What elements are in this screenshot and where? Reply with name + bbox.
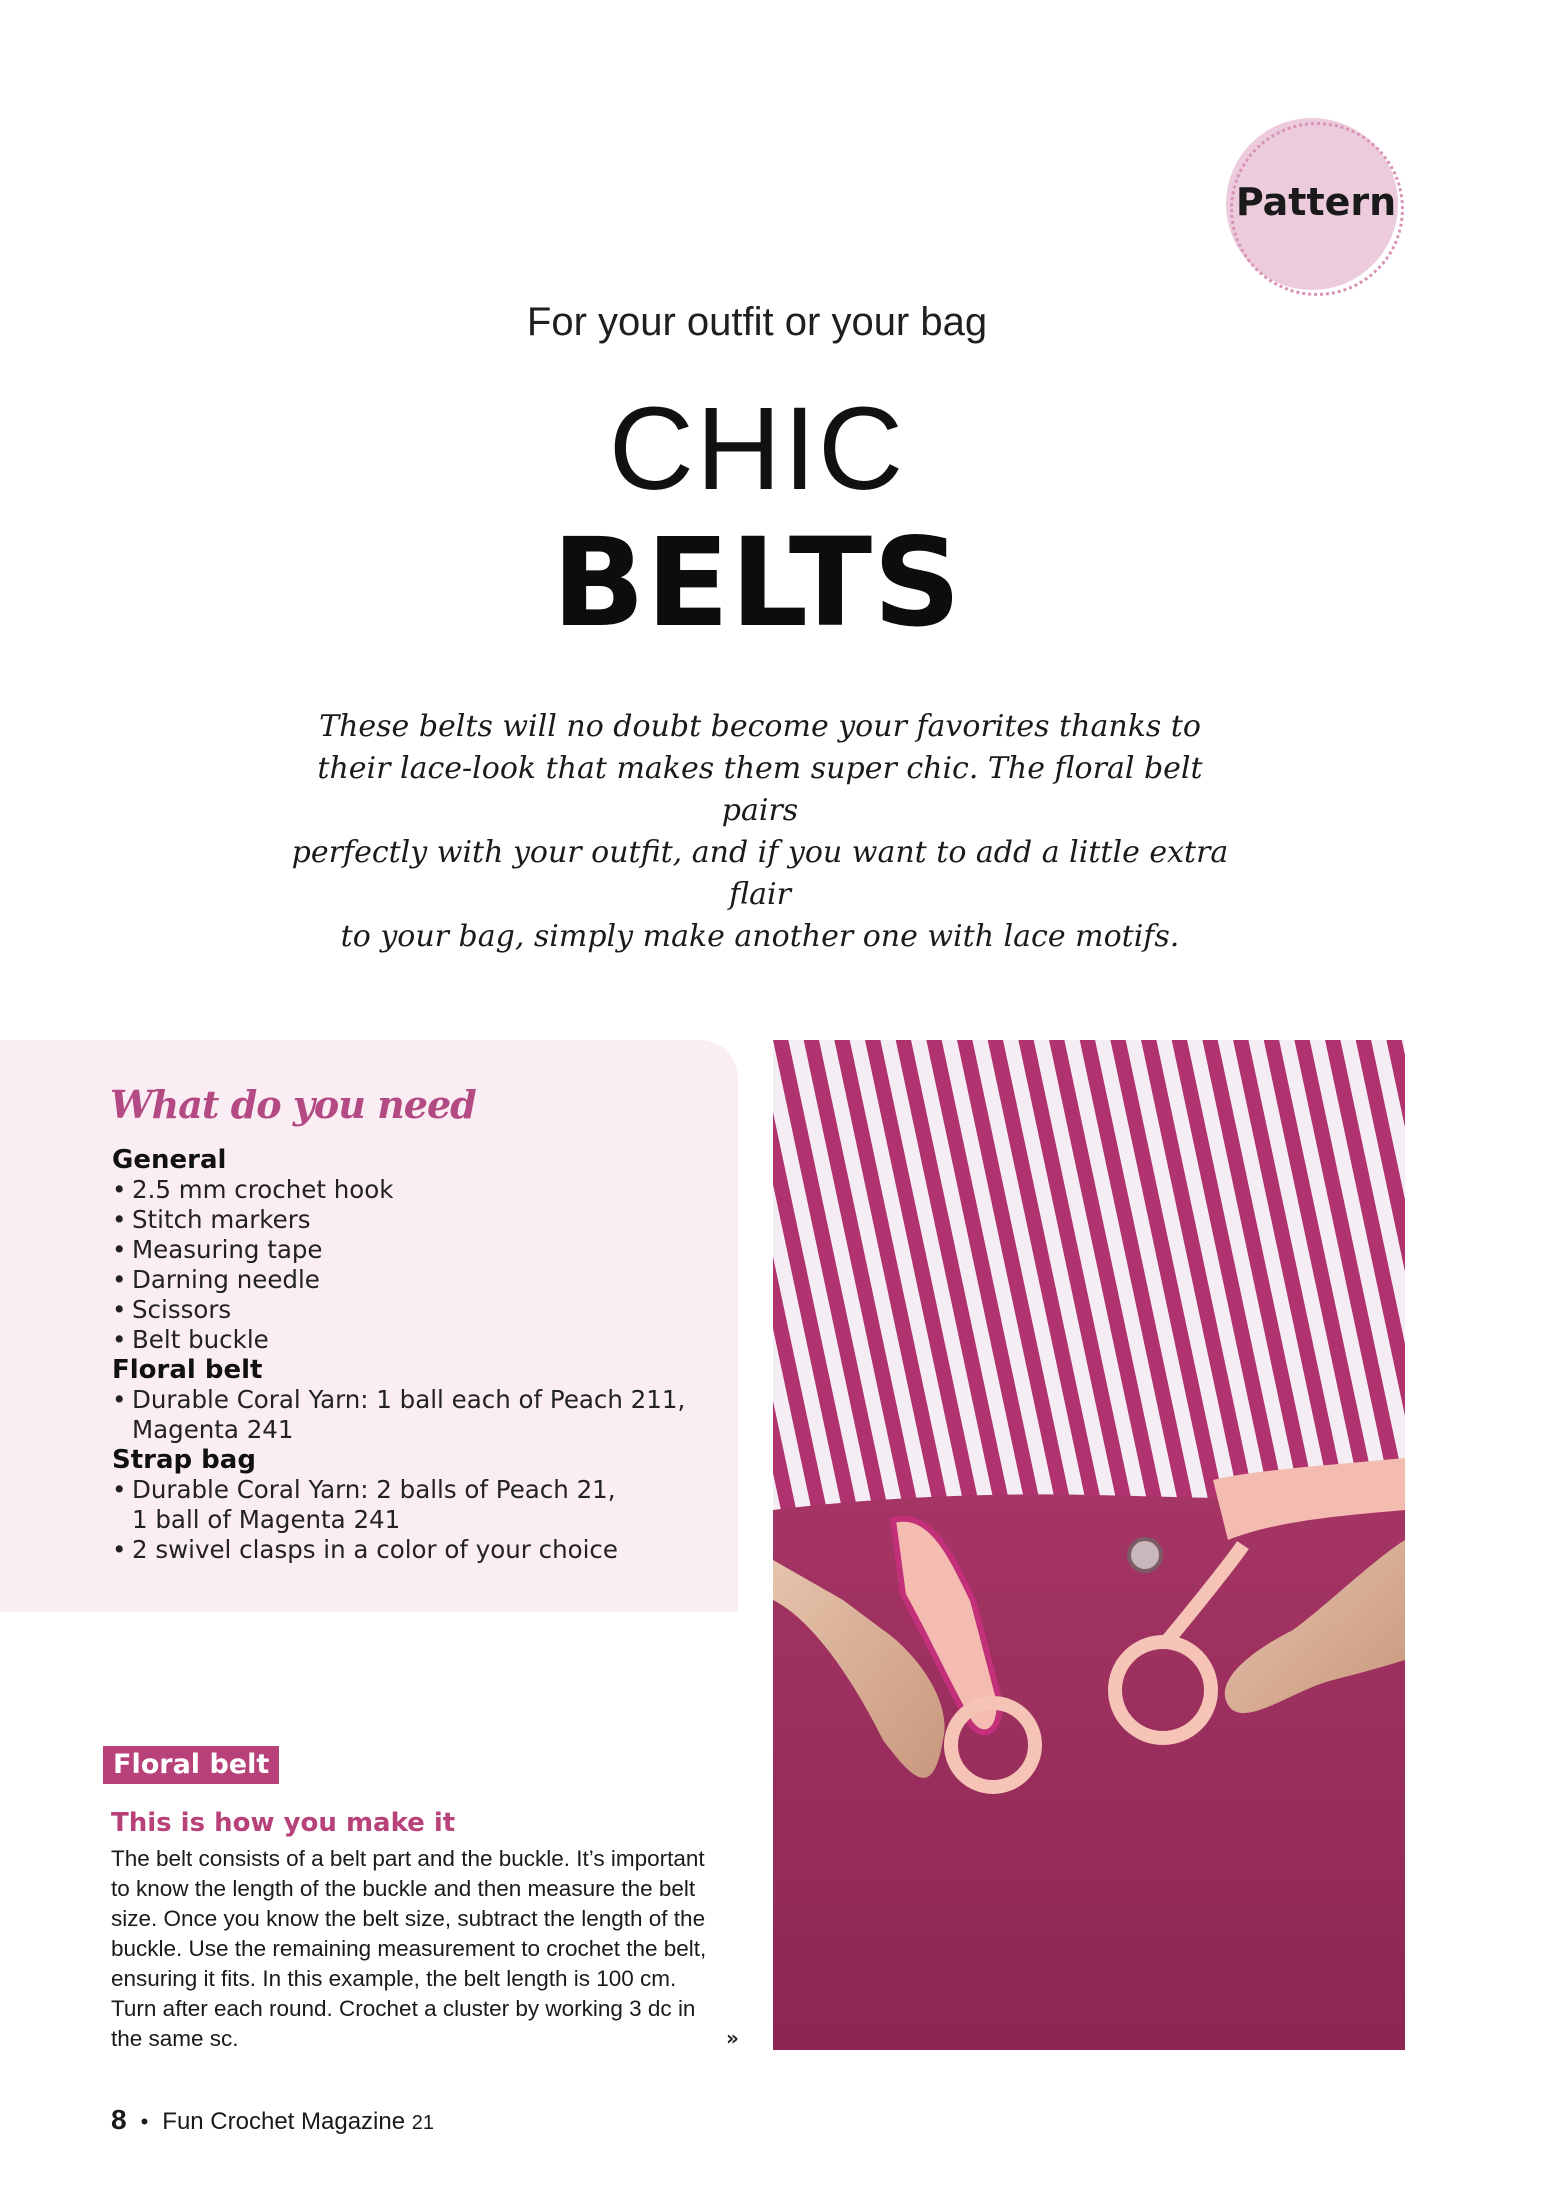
footer-bullet: • (140, 2109, 149, 2134)
body-line: The belt consists of a belt part and the buckle. It’s important (111, 1846, 705, 1871)
group-heading: General (112, 1145, 227, 1175)
body-line: to know the length of the buckle and then measure the belt (111, 1876, 696, 1901)
body-line: size. Once you know the belt size, subtract the length of the (111, 1906, 706, 1931)
instructions-body (111, 1844, 741, 2054)
list-item-continuation: Magenta 241 (132, 1415, 294, 1444)
list-item: • 2.5 mm crochet hook (112, 1175, 732, 1205)
section-tag: Floral belt (103, 1746, 279, 1784)
group-heading: Floral belt (112, 1355, 263, 1385)
intro-paragraph (280, 706, 1240, 958)
page-footer (111, 2104, 434, 2136)
list-item: • Stitch markers (112, 1205, 732, 1235)
title-line-2: BELTS (552, 512, 962, 654)
materials-list (112, 1145, 732, 1565)
pattern-badge (1226, 118, 1398, 290)
page-number: 8 (111, 2104, 127, 2135)
issue-number: 21 (411, 2112, 434, 2134)
list-item: • Darning needle (112, 1265, 732, 1295)
list-item: • Durable Coral Yarn: 2 balls of Peach 21, (112, 1475, 732, 1505)
list-item: • 2 swivel clasps in a color of your choice (112, 1535, 732, 1565)
intro-line: These belts will no doubt become your favorites thanks to (319, 709, 1201, 744)
intro-line: perfectly with your outfit, and if you want to add a little extra flair (291, 835, 1229, 912)
list-item: • Measuring tape (112, 1235, 732, 1265)
list-item: • Scissors (112, 1295, 732, 1325)
body-line: buckle. Use the remaining measurement to crochet the belt, (111, 1936, 707, 1961)
list-item-continuation: 1 ball of Magenta 241 (132, 1505, 401, 1534)
kicker: For your outfit or your bag (526, 300, 988, 344)
intro-line: their lace-look that makes them super chic. The floral belt pairs (317, 751, 1203, 828)
intro-line: to your bag, simply make another one with lace motifs. (340, 919, 1180, 954)
publication-name: Fun Crochet Magazine (162, 2108, 406, 2135)
body-line: ensuring it fits. In this example, the belt length is 100 cm. (111, 1966, 677, 1991)
list-item: • Belt buckle (112, 1325, 732, 1355)
pattern-badge-label: Pattern (1235, 180, 1397, 224)
body-line: Turn after each round. Crochet a cluster by working 3 dc in (111, 1996, 696, 2021)
group-heading: Strap bag (112, 1445, 256, 1475)
belt-photo (773, 1040, 1405, 2050)
list-item: • Durable Coral Yarn: 1 ball each of Peach 211, (112, 1385, 732, 1415)
title-line-1: CHIC (608, 383, 906, 515)
continue-arrow-icon: » (726, 2026, 739, 2050)
section-subtitle: This is how you make it (111, 1808, 456, 1838)
body-line: the same sc. (111, 2026, 239, 2051)
materials-title: What do you need (110, 1082, 476, 1127)
